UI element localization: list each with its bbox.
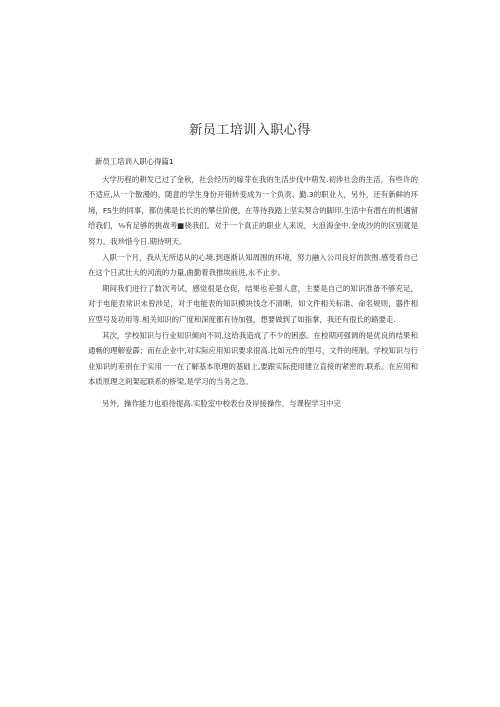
paragraph: 期间我们进行了数次考试，感觉很是仓促，结果也差强人意，主要是自己的知识准备不够充足，对于电能表常识未曾涉足，对于电能表的知识模块饯念不清晰，如文件相关标准、命名规则，器件相应型号及功用等.相关知识的广度和深度都有待加强，想要做到了如指掌，我还有很长的路要走.: [88, 283, 418, 324]
document-body: [88, 154, 418, 412]
paragraph: 大学历程的耕发已过了金秋，社会经历的嫁芽在我的生活步伐中萌发.初涉社会的生活，有些许的不适应,从一个散漫的、随意的学生身份开错转变成为一个负责、勤.3的职业人，另外，还有新鲜的环境，FS生的同事，都仿佛是长长的的攀住阶便，在等待我踏上坚实契合的脚印.生活中有潜在的机遇留给我们，⅛有足够的挑战考■骁我们。对于一个真正的职业人来说，大浪海金中.金成沙的的区别就是努力。我珍惜今日.期待明天。: [88, 174, 418, 246]
paragraph: 另外，操作能力也亟待提高.实脸室中校表台及岸接操作，与课程学习中完: [102, 398, 341, 408]
paragraph: 入职一个月，我从无所适从的心境.到逐渐认知周围的环境，努力融入公司良好的款围.感受着自己在这个日武壮大的河流的力量,曲勤着我推埃前进,永不止步。: [88, 252, 418, 278]
document-title: 新员工培训入职心得: [189, 123, 311, 138]
paragraph: 其次，学校知识与行业知识倾向不同,这给我造成了不少的困惑。在校期河强调的是优良的结果和通畅的理解爱霹；而在企业中,对实际应用知识要求很高.比如元件的型号，文件的班制。学校知识与行业知识的差别在于实用一一在了解基本原理的基础上,要跟实际使用建立直接的紧密的.联系。在应用和本质原理之间架起联系的桥梁,是学习的当务之急。: [88, 330, 418, 387]
section-heading: 新员工培训入职心得篇1: [95, 157, 174, 166]
